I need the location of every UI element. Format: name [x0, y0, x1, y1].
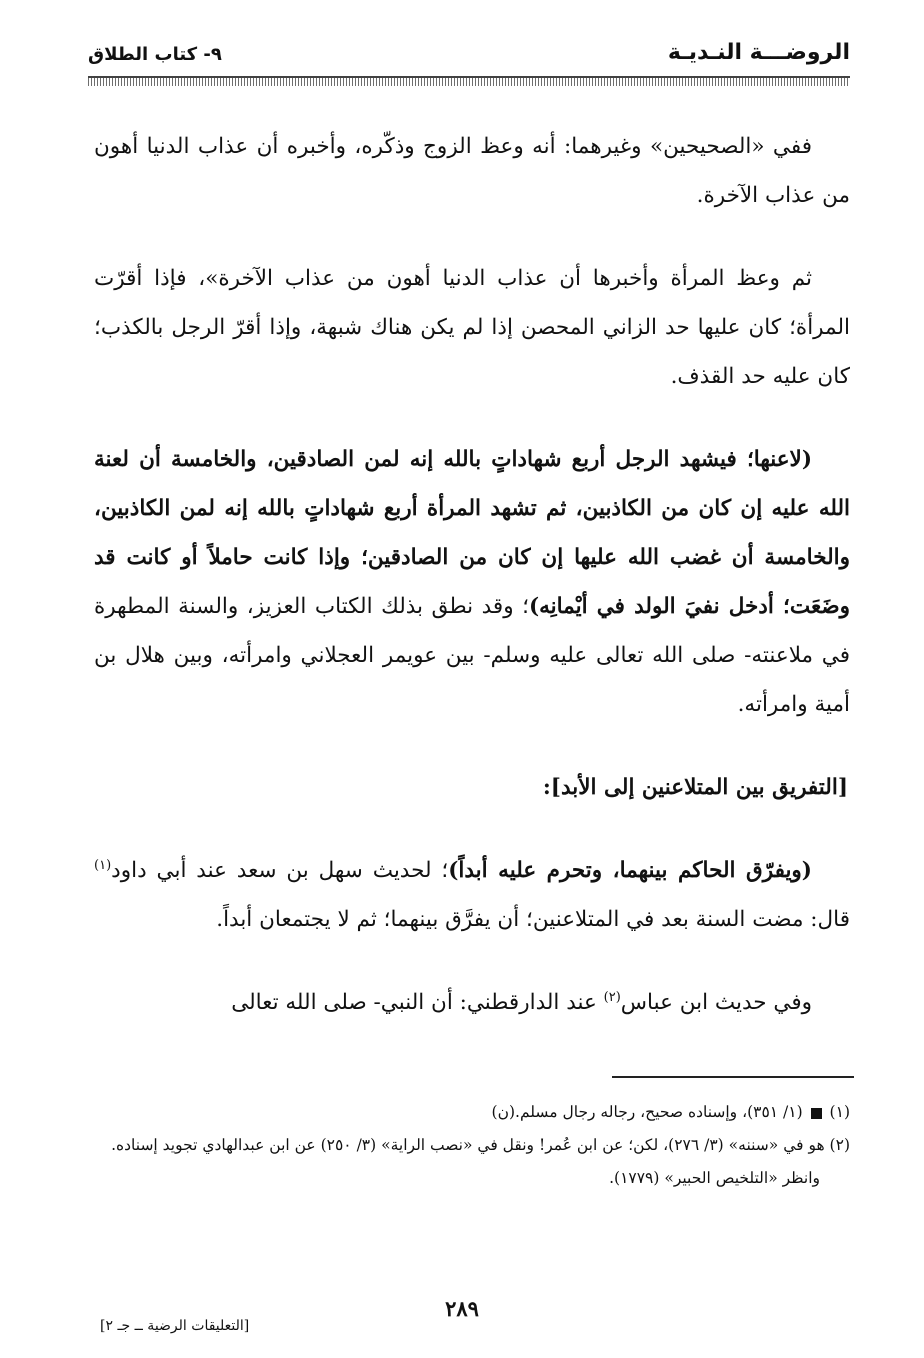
paragraph-6 [94, 978, 850, 1027]
footnote-2: (٢) هو في «سننه» (٣/ ٢٧٦)، لكن؛ عن ابن عُمر! ونقل في «نصب الراية» (٣/ ٢٥٠) عن ابن عبدالهادي تجويد إسناده. [111, 1136, 850, 1154]
commentary-text: قال: مضت السنة بعد في المتلاعنين؛ أن يفرَّق بينهما؛ ثم لا يجتمعان أبداً. [216, 907, 850, 932]
footnote-ref-1: (١) [94, 857, 112, 873]
matn-text: (لاعنها؛ فيشهد الرجل أربع شهاداتٍ بالله إنه لمن الصادقين، والخامسة أن لعنة الله عليه إن كان من الكاذبين، ثم تشهد المرأة أربع شهاداتٍ بالله إنه لمن الكاذبين، والخامسة أن غضب الله عليها إن كان من الصادقين؛ وإذا كانت حاملاً أو كانت قد وضَعَت؛ أدخل نفيَ الولد في أيْمانِه) [94, 447, 850, 619]
page-number: ٢٨٩ [445, 1296, 479, 1321]
commentary-text: وفي حديث ابن عباس [620, 990, 812, 1015]
footnote-3: وانظر «التلخيص الحبير» (١٧٧٩). [609, 1169, 820, 1187]
commentary-text: عند الدارقطني: أن النبي- صلى الله تعالى [231, 990, 604, 1015]
series-label: [التعليقات الرضية ــ جـ ٢] [100, 1318, 250, 1334]
section-heading: [التفريق بين المتلاعنين إلى الأبد]: [542, 775, 848, 800]
matn-text: (ويفرّق الحاكم بينهما، وتحرم عليه أبداً) [448, 858, 812, 883]
main-text [94, 122, 850, 1061]
paragraph-3 [94, 435, 850, 729]
commentary-text: ؛ وقد نطق بذلك الكتاب العزيز، والسنة المطهرة في ملاعنته- صلى الله تعالى عليه وسلم- بين عويمر العجلاني وامرأته، وبين هلال بن أمية وامرأته. [94, 594, 850, 717]
book-title: الروضـــة النـديـة [667, 40, 850, 65]
source-square-icon [811, 1108, 822, 1119]
paragraph-1: ففي «الصحيحين» وغيرهما: أنه وعظ الزوج وذكّره، وأخبره أن عذاب الدنيا أهون من عذاب الآخرة. [94, 134, 850, 208]
paragraph-5 [94, 846, 850, 944]
footnote-text: (١/ ٣٥١)، وإسناده صحيح، رجاله رجال مسلم.(ن) [491, 1103, 803, 1121]
footnote-rule [612, 1076, 854, 1078]
chapter-title: ٩- كتاب الطلاق [88, 44, 222, 65]
commentary-text: ؛ لحديث سهل بن سعد عند أبي داود [111, 858, 449, 883]
header-rule [88, 76, 850, 86]
running-header [88, 40, 850, 70]
footnotes [96, 1096, 850, 1195]
footnote-number: (١) [829, 1103, 850, 1121]
paragraph-2: ثم وعظ المرأة وأخبرها أن عذاب الدنيا أهون من عذاب الآخرة»، فإذا أقرّت المرأة؛ كان عليها حد الزاني المحصن إذا لم يكن هناك شبهة، وإذا أقرّ الرجل بالكذب؛ كان عليه حد القذف. [94, 266, 850, 389]
footnote-1 [96, 1096, 850, 1129]
footnote-ref-2: (٢) [603, 989, 621, 1005]
